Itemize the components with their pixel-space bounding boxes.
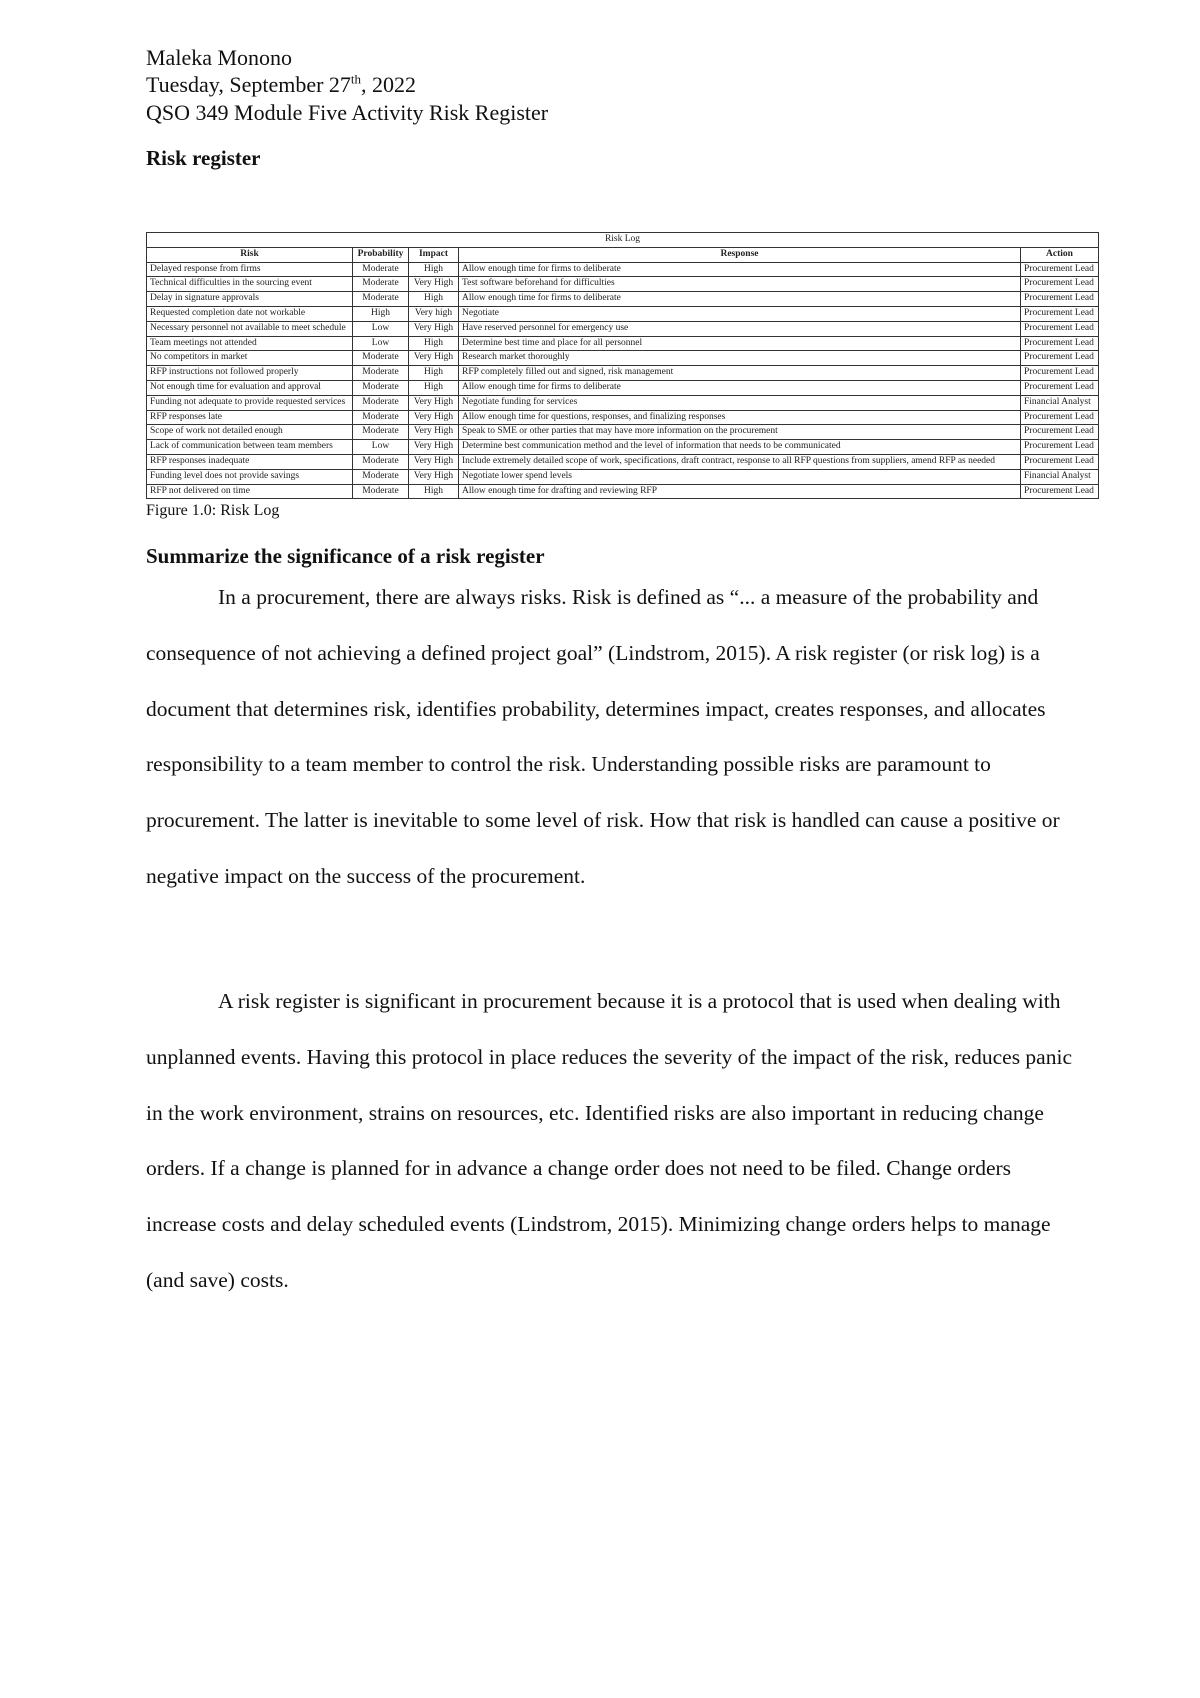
action-cell: Procurement Lead [1021, 425, 1099, 440]
risk-cell: Delayed response from firms [147, 262, 353, 277]
probability-cell: Moderate [353, 292, 409, 307]
risk-cell: Lack of communication between team members [147, 440, 353, 455]
risk-cell: Funding not adequate to provide requested services [147, 395, 353, 410]
risk-cell: RFP instructions not followed properly [147, 366, 353, 381]
probability-cell: Moderate [353, 351, 409, 366]
column-header: Probability [353, 247, 409, 262]
probability-cell: Moderate [353, 410, 409, 425]
table-row [147, 380, 1099, 395]
action-cell: Procurement Lead [1021, 380, 1099, 395]
probability-cell: Moderate [353, 262, 409, 277]
response-cell: Negotiate lower spend levels [459, 469, 1021, 484]
probability-cell: Moderate [353, 380, 409, 395]
author-name: Maleka Monono [146, 45, 293, 70]
table-row [147, 425, 1099, 440]
impact-cell: High [409, 366, 459, 381]
probability-cell: Low [353, 440, 409, 455]
table-row [147, 395, 1099, 410]
impact-cell: Very High [409, 321, 459, 336]
table-row [147, 306, 1099, 321]
risk-cell: Funding level does not provide savings [147, 469, 353, 484]
probability-cell: Low [353, 336, 409, 351]
probability-cell: Moderate [353, 277, 409, 292]
impact-cell: Very High [409, 425, 459, 440]
table-row [147, 366, 1099, 381]
action-cell: Procurement Lead [1021, 410, 1099, 425]
action-cell: Financial Analyst [1021, 395, 1099, 410]
response-cell: Negotiate funding for services [459, 395, 1021, 410]
impact-cell: High [409, 262, 459, 277]
body-paragraph-1: In a procurement, there are always risks. Risk is defined as “... a measure of the probability and consequence of not achieving a defined project goal” (Lindstrom, 2015). A risk register (or risk log) is a document that determines risk, identifies probability, determines impact, creates responses, and allocates responsibility to a team member to control the risk. Understanding possible risks are paramount to procurement. The latter is inevitable to some level of risk. How that risk is handled can cause a positive or negative impact on the success of the procurement. [146, 585, 1060, 888]
action-cell: Procurement Lead [1021, 351, 1099, 366]
date-text: Tuesday, September 27 [146, 72, 351, 97]
risk-cell: Delay in signature approvals [147, 292, 353, 307]
table-row [147, 292, 1099, 307]
risk-log-header-row [147, 247, 1099, 262]
impact-cell: High [409, 292, 459, 307]
date-year: , 2022 [361, 72, 417, 97]
action-cell: Procurement Lead [1021, 262, 1099, 277]
column-header: Action [1021, 247, 1099, 262]
table-row [147, 351, 1099, 366]
probability-cell: Low [353, 321, 409, 336]
risk-log-title: Risk Log [147, 233, 1099, 248]
impact-cell: High [409, 484, 459, 499]
probability-cell: Moderate [353, 366, 409, 381]
table-row [147, 469, 1099, 484]
impact-cell: Very High [409, 469, 459, 484]
action-cell: Procurement Lead [1021, 484, 1099, 499]
response-cell: Speak to SME or other parties that may have more information on the procurement [459, 425, 1021, 440]
risk-cell: Necessary personnel not available to meet schedule [147, 321, 353, 336]
response-cell: Test software beforehand for difficulties [459, 277, 1021, 292]
table-row [147, 336, 1099, 351]
response-cell: Allow enough time for firms to deliberate [459, 292, 1021, 307]
risk-cell: RFP responses inadequate [147, 454, 353, 469]
action-cell: Procurement Lead [1021, 454, 1099, 469]
body-paragraph-2: A risk register is significant in procurement because it is a protocol that is used when dealing with unplanned events. Having this protocol in place reduces the severity of the impact of the risk, reduces panic in the work environment, strains on resources, etc. Identified risks are also important in reducing change orders. If a change is planned for in advance a change order does not need to be filed. Change orders increase costs and delay scheduled events (Lindstrom, 2015). Minimizing change orders helps to manage (and save) costs. [146, 989, 1072, 1292]
impact-cell: Very High [409, 351, 459, 366]
impact-cell: Very High [409, 440, 459, 455]
table-row [147, 454, 1099, 469]
document-date [146, 71, 416, 99]
probability-cell: Moderate [353, 484, 409, 499]
summary-heading: Summarize the significance of a risk register [146, 544, 545, 568]
column-header: Risk [147, 247, 353, 262]
response-cell: Research market thoroughly [459, 351, 1021, 366]
response-cell: Allow enough time for firms to deliberate [459, 380, 1021, 395]
table-row [147, 410, 1099, 425]
risk-cell: Requested completion date not workable [147, 306, 353, 321]
probability-cell: High [353, 306, 409, 321]
risk-cell: Team meetings not attended [147, 336, 353, 351]
action-cell: Procurement Lead [1021, 292, 1099, 307]
figure-caption: Figure 1.0: Risk Log [146, 502, 280, 519]
column-header: Response [459, 247, 1021, 262]
response-cell: Include extremely detailed scope of work, specifications, draft contract, response to all RFP questions from suppliers, amend RFP as needed [459, 454, 1021, 469]
risk-register-heading: Risk register [146, 146, 261, 170]
probability-cell: Moderate [353, 395, 409, 410]
risk-cell: RFP responses late [147, 410, 353, 425]
impact-cell: Very High [409, 277, 459, 292]
risk-log-table [146, 232, 1099, 499]
action-cell: Procurement Lead [1021, 306, 1099, 321]
probability-cell: Moderate [353, 469, 409, 484]
risk-log-body [147, 262, 1099, 499]
impact-cell: Very High [409, 454, 459, 469]
response-cell: Determine best communication method and the level of information that needs to be communicated [459, 440, 1021, 455]
table-row [147, 262, 1099, 277]
table-row [147, 440, 1099, 455]
response-cell: Negotiate [459, 306, 1021, 321]
impact-cell: High [409, 380, 459, 395]
risk-cell: Not enough time for evaluation and approval [147, 380, 353, 395]
action-cell: Procurement Lead [1021, 321, 1099, 336]
action-cell: Financial Analyst [1021, 469, 1099, 484]
column-header: Impact [409, 247, 459, 262]
probability-cell: Moderate [353, 454, 409, 469]
risk-cell: No competitors in market [147, 351, 353, 366]
action-cell: Procurement Lead [1021, 440, 1099, 455]
response-cell: Allow enough time for drafting and reviewing RFP [459, 484, 1021, 499]
table-row [147, 277, 1099, 292]
risk-cell: RFP not delivered on time [147, 484, 353, 499]
impact-cell: Very High [409, 410, 459, 425]
date-ordinal-suffix: th [350, 71, 362, 87]
action-cell: Procurement Lead [1021, 366, 1099, 381]
table-row [147, 484, 1099, 499]
course-title: QSO 349 Module Five Activity Risk Register [146, 100, 549, 125]
table-row [147, 321, 1099, 336]
response-cell: Allow enough time for firms to deliberate [459, 262, 1021, 277]
response-cell: Have reserved personnel for emergency use [459, 321, 1021, 336]
response-cell: Determine best time and place for all personnel [459, 336, 1021, 351]
response-cell: RFP completely filled out and signed, risk management [459, 366, 1021, 381]
probability-cell: Moderate [353, 425, 409, 440]
impact-cell: Very high [409, 306, 459, 321]
impact-cell: Very High [409, 395, 459, 410]
risk-cell: Technical difficulties in the sourcing event [147, 277, 353, 292]
response-cell: Allow enough time for questions, responses, and finalizing responses [459, 410, 1021, 425]
action-cell: Procurement Lead [1021, 336, 1099, 351]
impact-cell: High [409, 336, 459, 351]
risk-cell: Scope of work not detailed enough [147, 425, 353, 440]
action-cell: Procurement Lead [1021, 277, 1099, 292]
